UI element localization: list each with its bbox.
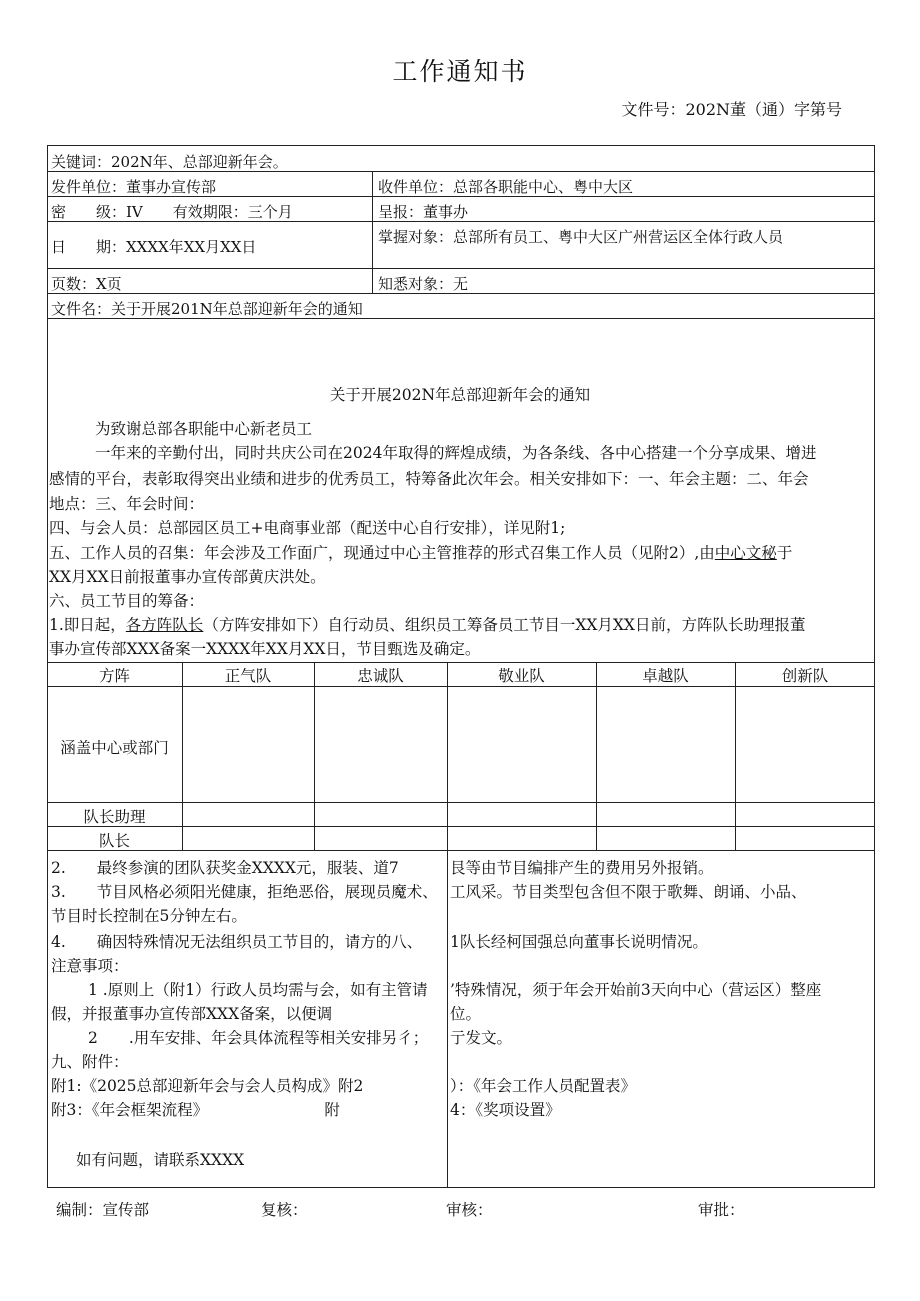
paragraph: 事办宣传部XXX备案一XXXX年XX月XX日，节目甄选及确定。 bbox=[49, 640, 481, 658]
table-row-label: 队长助理 bbox=[83, 808, 146, 826]
paragraph: 四、与会人员：总部园区员工+电商事业部（配送中心自行安排），详见附1; bbox=[49, 519, 566, 537]
document-number: 文件号：202N董（通）字第号 bbox=[621, 100, 842, 119]
attachment-item: ）：《年会工作人员配置表》 bbox=[450, 1077, 637, 1095]
paragraph: 感情的平台，表彰取得突出业绩和进步的优秀员工，特筹备此次年会。相关安排如下：一、年会主题：二、年会 bbox=[49, 470, 809, 488]
notify-target-field: 知悉对象：无 bbox=[378, 275, 469, 293]
table-header-cell: 创新队 bbox=[781, 667, 829, 685]
footer-editor: 编制：宣传部 bbox=[56, 1201, 150, 1219]
sender-field: 发件单位：董事办宣传部 bbox=[51, 178, 217, 196]
column-divider bbox=[372, 171, 373, 293]
pages-field: 页数：X页 bbox=[51, 275, 122, 293]
list-item: 2. 最终参演的团队获奖金XXXX元，服装、道7 bbox=[51, 859, 399, 877]
paragraph bbox=[49, 613, 805, 635]
list-item: 艮等由节目编排产生的费用另外报销。 bbox=[450, 859, 714, 877]
list-item: ’特殊情况，须于年会开始前3天向中心（营运区）整座 bbox=[450, 981, 822, 999]
list-item: 2 .用车安排、年会具体流程等相关安排另彳； bbox=[88, 1029, 429, 1047]
list-item: 注意事项： bbox=[51, 957, 129, 975]
column-divider bbox=[447, 850, 448, 1188]
text-span: 于 bbox=[776, 544, 793, 562]
paragraph bbox=[49, 541, 792, 563]
paragraph: 六、员工节目的筹备： bbox=[49, 592, 205, 610]
list-item: 1 .原则上（附1）行政人员均需与会，如有主管请 bbox=[88, 981, 428, 999]
text-span: 1.即日起， bbox=[49, 616, 126, 634]
table-header-cell: 忠诚队 bbox=[357, 667, 404, 685]
table-header-cell: 方阵 bbox=[98, 667, 130, 685]
report-field: 呈报：董事办 bbox=[378, 203, 469, 221]
table-column-divider bbox=[314, 662, 315, 850]
list-item: 3. 节目风格必须阳光健康，拒绝恶俗，展现员魔术、 bbox=[51, 883, 438, 901]
paragraph: XX月XX日前报董事办宣传部黄庆洪处。 bbox=[49, 568, 326, 586]
secretary-link[interactable]: 中心文秘 bbox=[714, 544, 777, 562]
team-leader-link[interactable]: 各方阵队长 bbox=[125, 616, 204, 634]
filename-field: 文件名：关于开展201N年总部迎新年会的通知 bbox=[51, 300, 363, 318]
attachment-item: 附1:《2025总部迎新年会与会人员构成》附2 bbox=[51, 1077, 364, 1095]
list-item: 1队长经柯国强总向董事长说明情况。 bbox=[450, 933, 708, 951]
receiver-field: 收件单位：总部各职能中心、粤中大区 bbox=[378, 178, 634, 196]
table-border bbox=[47, 662, 875, 663]
row-divider bbox=[47, 268, 875, 269]
list-item: 4. 确因特殊情况无法组织员工节目的，请方的八、 bbox=[51, 933, 423, 951]
table-border bbox=[47, 686, 875, 687]
footer-reviewer: 复核： bbox=[261, 1201, 308, 1219]
list-item: 位。 bbox=[450, 1005, 482, 1023]
attachment-item: 4：《奖项设置》 bbox=[450, 1101, 561, 1119]
table-row-label: 队长 bbox=[98, 832, 130, 850]
table-column-divider bbox=[735, 662, 736, 850]
contact-line: 如有问题，请联系XXXX bbox=[76, 1151, 245, 1169]
table-header-cell: 正气队 bbox=[224, 667, 272, 685]
keywords-field: 关键词：202N年、总部迎新年会。 bbox=[51, 153, 288, 171]
paragraph: 为致谢总部各职能中心新老员工 bbox=[95, 420, 313, 438]
notice-heading: 关于开展202N年总部迎新年会的通知 bbox=[329, 386, 591, 404]
table-column-divider bbox=[447, 662, 448, 850]
table-header-cell: 卓越队 bbox=[642, 667, 689, 685]
security-level-field: 密 级：IV 有效期限：三个月 bbox=[51, 203, 293, 221]
attachment-item: 附3：《年会框架流程》 附 bbox=[51, 1101, 340, 1119]
text-span: （方阵安排如下）自行动员、组织员工筹备员工节目一XX月XX日前，方阵队长助理报董 bbox=[203, 616, 806, 634]
footer-auditor: 审核： bbox=[446, 1201, 493, 1219]
table-row-label: 涵盖中心或部门 bbox=[60, 739, 169, 757]
date-field: 日 期：XXXX年XX月XX日 bbox=[51, 238, 257, 256]
paragraph: 地点：三、年会时间： bbox=[49, 495, 205, 513]
list-item: 亍发文。 bbox=[450, 1029, 513, 1047]
footer-approver: 审批： bbox=[698, 1201, 745, 1219]
table-column-divider bbox=[182, 662, 183, 850]
table-column-divider bbox=[596, 662, 597, 850]
table-border bbox=[47, 802, 875, 803]
master-target-field: 掌握对象：总部所有员工、粤中大区广州营运区全体行政人员 bbox=[378, 228, 784, 246]
table-header-cell: 敬业队 bbox=[498, 667, 545, 685]
text-span: 五、工作人员的召集：年会涉及工作面广，现通过中心主管推荐的形式召集工作人员（见附2）,由 bbox=[49, 544, 715, 562]
list-item: 假，并报董事办宣传部XXX备案，以便调 bbox=[51, 1005, 333, 1023]
list-item: 九、附件： bbox=[51, 1053, 129, 1071]
list-item: 节目时长控制在5分钟左右。 bbox=[51, 907, 247, 925]
list-item: 工风采。节目类型包含但不限于歌舞、朗诵、小品、 bbox=[450, 883, 807, 901]
paragraph: 一年来的辛勤付出，同时共庆公司在2024年取得的辉煌成绩，为各条线、各中心搭建一个分享成果、增进 bbox=[95, 444, 817, 462]
page-title: 工作通知书 bbox=[392, 57, 528, 86]
